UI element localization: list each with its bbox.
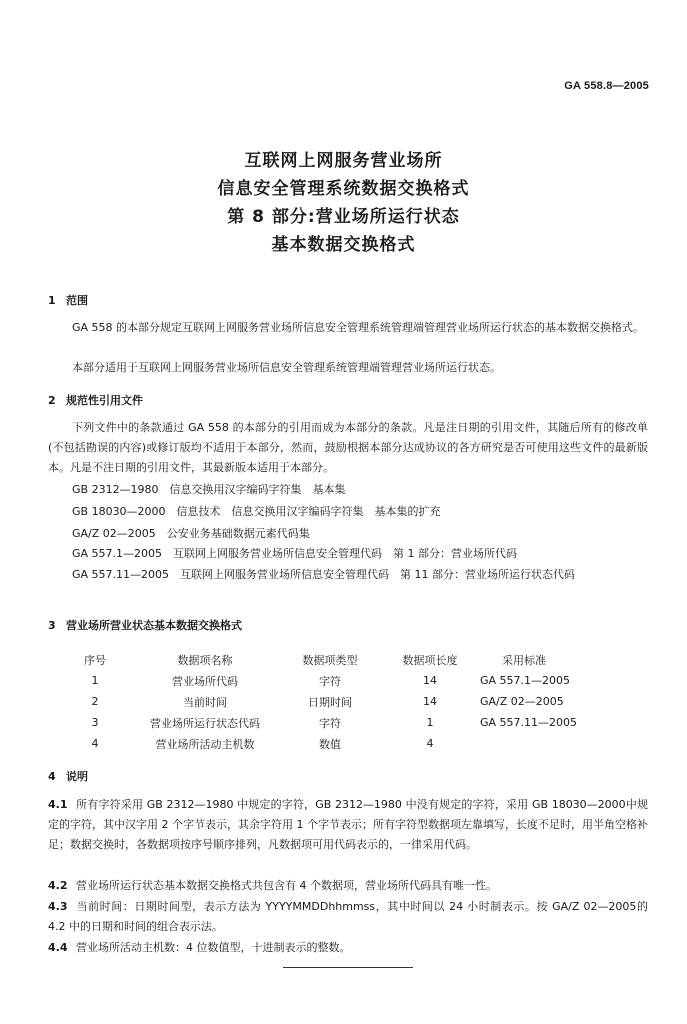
section-2-paragraph: 下列文件中的条款通过 GA 558 的本部分的引用而成为本部分的条款。凡是注日期的引用文件，其随后所有的修改单(不包括勘误的内容)或修订版均不适用于本部分，然而，鼓励根据本部分达成协议的各方研究是否可使用这些文件的最新版本。凡是不注日期的引用文件，其最新版本适用于本部分。	[48, 421, 648, 474]
section-number: 2	[48, 394, 56, 407]
table-row	[60, 691, 632, 712]
table-header-row	[60, 649, 632, 670]
table-cell: 4	[91, 737, 99, 750]
table-cell: 数值	[319, 737, 341, 751]
column-header: 采用标准	[502, 653, 546, 667]
data-items-table	[60, 649, 632, 754]
table-cell: 1	[426, 716, 434, 729]
table-cell: 14	[423, 674, 437, 687]
table-cell: 营业场所运行状态代码	[150, 716, 260, 730]
note-number: 4.3	[48, 900, 68, 913]
note-number: 4.2	[48, 879, 68, 892]
table-row	[60, 733, 632, 754]
column-header: 序号	[84, 653, 106, 667]
section-number: 4	[48, 770, 56, 783]
note-item	[48, 897, 648, 937]
note-item	[48, 938, 648, 958]
note-text: 所有字符采用 GB 2312—1980 中规定的字符，GB 2312—1980 中没有规定的字符，采用 GB 18030—2000中规定的字符，其中汉字用 2 个字节表示，其余字符用 1 个字节表示；所有字符型数据项左靠填写，长度不足时，用半角空格补足；数据交换时，各数据项按序号顺序排列，凡数据项可用代码表示的，一律采用代码。	[48, 798, 648, 851]
section-number: 1	[48, 294, 56, 307]
note-item	[48, 795, 648, 855]
section-title: 规范性引用文件	[66, 394, 143, 407]
table-cell: 1	[91, 674, 99, 687]
table-cell: GA 557.11—2005	[480, 716, 578, 729]
section-1-paragraph-2: 本部分适用于互联网上网服务营业场所信息安全管理系统管理端管理营业场所运行状态。	[72, 361, 501, 374]
note-text: 营业场所活动主机数：4 位数值型，十进制表示的整数。	[76, 941, 351, 954]
column-header: 数据项长度	[402, 653, 458, 667]
reference-item: GB 18030—2000 信息技术 信息交换用汉字编码字符集 基本集的扩充	[72, 505, 441, 518]
column-header: 数据项类型	[302, 653, 358, 667]
document-title	[0, 147, 687, 259]
column-header: 数据项名称	[177, 653, 233, 667]
reference-item: GA/Z 02—2005 公安业务基础数据元素代码集	[72, 527, 310, 540]
section-title: 说明	[66, 770, 88, 783]
section-title: 营业场所营业状态基本数据交换格式	[66, 619, 242, 632]
standard-number: GA 558.8—2005	[564, 80, 649, 92]
section-number: 3	[48, 619, 56, 632]
table-cell: GA 557.1—2005	[480, 674, 571, 687]
section-3-heading	[48, 617, 242, 633]
table-cell: 4	[426, 737, 434, 750]
section-1-paragraph-1: GA 558 的本部分规定互联网上网服务营业场所信息安全管理系统管理端管理营业场所运行状态的基本数据交换格式。	[72, 321, 645, 334]
note-number: 4.4	[48, 941, 68, 954]
table-cell: 3	[91, 716, 99, 729]
table-row	[60, 712, 632, 733]
title-line-1: 互联网上网服务营业场所	[244, 151, 443, 171]
note-item	[48, 876, 648, 896]
reference-item: GA 557.1—2005 互联网上网服务营业场所信息安全管理代码 第 1 部分：营业场所代码	[72, 547, 518, 560]
table-cell	[480, 733, 632, 754]
table-cell: 当前时间	[183, 695, 227, 709]
section-2-heading	[48, 392, 143, 408]
reference-item: GB 2312—1980 信息交换用汉字编码字符集 基本集	[72, 483, 346, 496]
end-divider	[283, 967, 413, 968]
section-1-heading	[48, 292, 88, 308]
table-cell: 14	[423, 695, 437, 708]
table-cell: GA/Z 02—2005	[480, 695, 564, 708]
table-cell: 字符	[319, 674, 341, 688]
table-cell: 字符	[319, 716, 341, 730]
section-4-heading	[48, 768, 88, 784]
title-line-4: 基本数据交换格式	[271, 235, 416, 255]
table-cell: 营业场所活动主机数	[155, 737, 255, 751]
table-cell: 日期时间	[308, 695, 352, 709]
title-line-3: 第 8 部分:营业场所运行状态	[227, 207, 460, 227]
table-row	[60, 670, 632, 691]
table-cell: 营业场所代码	[172, 674, 238, 688]
title-line-2: 信息安全管理系统数据交换格式	[217, 179, 470, 199]
note-text: 当前时间：日期时间型，表示方法为 YYYYMMDDhhmmss，其中时间以 24 小时制表示。按 GA/Z 02—2005的 4.2 中的日期和时间的组合表示法。	[48, 900, 648, 933]
reference-item: GA 557.11—2005 互联网上网服务营业场所信息安全管理代码 第 11 部分：营业场所运行状态代码	[72, 568, 576, 581]
table-cell: 2	[91, 695, 99, 708]
note-text: 营业场所运行状态基本数据交换格式共包含有 4 个数据项，营业场所代码具有唯一性。	[76, 879, 497, 892]
section-title: 范围	[66, 294, 88, 307]
note-number: 4.1	[48, 798, 68, 811]
